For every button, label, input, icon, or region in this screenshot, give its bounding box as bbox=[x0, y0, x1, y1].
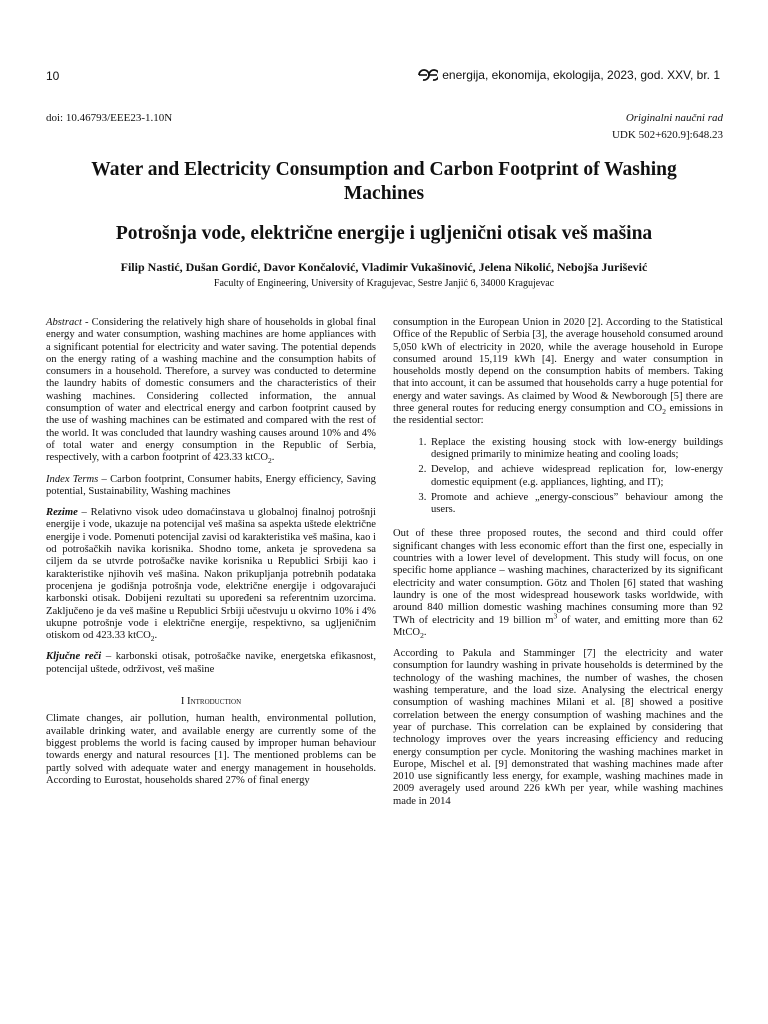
list-item: 1. Replace the existing housing stock with low-energy buildings designed primarily to minimize heating and cooling loads; bbox=[429, 437, 723, 462]
co2-subscript: 2 bbox=[420, 630, 424, 640]
study-focus-paragraph bbox=[393, 528, 723, 639]
kljucne-reci-text: – karbonski otisak, potrošačke navike, energetska efikasnost, potencijal uštede, održivost, veš mašine bbox=[46, 651, 377, 675]
udk-code: UDK 502+620.9]:648.23 bbox=[611, 129, 723, 141]
list-item: 2. Develop, and achieve widespread replication for, low-energy domestic equipment (e.g. appliances, lighting, and IT); bbox=[429, 464, 723, 489]
intro-continuation-paragraph bbox=[393, 317, 723, 428]
introduction-paragraph: Climate changes, air pollution, human health, environmental pollution, available drinking water, and available energy are currently some of the biggest problems the world is facing caused by improper human behaviour towards energy and natural resources [1]. The mentioned problems can be partly solved with adequate water and energy management in households. According to Eurostat, households shared 27% of final energy bbox=[46, 713, 376, 786]
rezime-subscript: 2 bbox=[150, 634, 155, 644]
paragraph-text-end: emissions in the residential sector: bbox=[393, 403, 724, 427]
kljucne-reci bbox=[46, 651, 376, 676]
journal-header bbox=[418, 68, 720, 82]
rezime bbox=[46, 507, 376, 642]
section-title: Introduction bbox=[187, 696, 242, 708]
abstract-subscript: 2 bbox=[268, 456, 272, 466]
abstract-label: Abstract - bbox=[46, 317, 89, 328]
literature-paragraph: According to Pakula and Stamminger [7] the electricity and water consumption for laundry washing in private households is determined by the technology of the washing machines, the number of washes, the chosen washing temperature, and the load size. Analysing the electrical energy consumption of washing machines Milani et al. [8] showed a positive correlation between the energy consumption of washing machines and the year of purchase. This correlation can be explained by considering that technology improves over the years increasing efficiency and reducing energy consumption per cycle. Monitoring the washing machines market in Europe, Mischel et al. [9] demonstrated that washing machines made after 2010 use significantly less energy, for example, washing machines made in 2009 averagely used around 226 kWh per year, while washing machines made in 2014 bbox=[393, 648, 723, 807]
rezime-end: . bbox=[154, 630, 158, 642]
kljucne-reci-label: Ključne reči bbox=[46, 651, 102, 663]
m3-superscript: 3 bbox=[553, 611, 558, 620]
index-terms-text: – Carbon footprint, Consumer habits, Energy efficiency, Saving potential, Sustainability, Washing machines bbox=[46, 473, 376, 497]
ees-logo-icon bbox=[418, 69, 438, 81]
section-number: I bbox=[180, 696, 188, 708]
section-heading-introduction bbox=[46, 696, 376, 708]
paragraph-text: consumption in the European Union in 2020 [2]. According to the Statistical Office of the Republic of Serbia [3], the average household consumed around 5,050 kWh of electricity in 2020, while the average household in Europe consumed around 15,119 kWh [4]. Energy and water consumption in households mostly depend on the consumption habits of members. Taking that into account, it can be assumed that households carry a huge potential for energy and water savings. As claimed by Wood & Newborough [5] there are three general routes for reducing energy consumption and CO bbox=[393, 317, 723, 415]
co2-subscript: 2 bbox=[662, 407, 666, 417]
rezime-text: – Relativno visok udeo domaćinstava u globalnoj finalnoj potrošnji energije i vode, ukazuje na potencijal veš mašina sa aspekta uštede električne energije i vode. Pomenuti potencijal zavisi od karakteristika veš mašina, kao i od potrošačkih navika korisnika. Shodno tome, anketa je sprovedena sa ciljem da se utvrde potrošačke navike korisnika u Republici Srbiji kao i karakteristike njihovih veš mašina. Nakon prikupljanja potrebnih podataka procenjena je godišnja potrošnja vode, električne energije i odgovarajući karbonski otisak. Dobijeni rezultati su upoređeni sa referentnim uzorcima. Zaključeno je da veš mašine u Republici Srbiji učestvuju u okvirno 10% i 4% ukupne potrošnje vode i električne energije, respektivno, sa ugljeničnim otiskom od 423.33 ktCO bbox=[46, 507, 376, 642]
affiliation: Faculty of Engineering, University of Kragujevac, Sestre Janjić 6, 34000 Kragujevac bbox=[213, 278, 555, 289]
journal-title: energija, ekonomija, ekologija, 2023, god. XXV, br. 1 bbox=[442, 68, 720, 82]
doi-link[interactable]: doi: 10.46793/EEE23-1.10N bbox=[46, 112, 173, 124]
paper-title-english: Water and Electricity Consumption and Carbon Footprint of Washing Machines bbox=[91, 159, 677, 204]
left-column bbox=[46, 317, 376, 796]
author-list: Filip Nastić, Dušan Gordić, Davor Končalović, Vladimir Vukašinović, Jelena Nikolić, Nebojša Jurišević bbox=[120, 260, 648, 274]
list-item: 3. Promote and achieve „energy-conscious” behaviour among the users. bbox=[429, 492, 723, 517]
right-column bbox=[393, 317, 723, 817]
paragraph-text-mid: of water, and emitting more than 62 MtCO bbox=[393, 614, 724, 638]
paper-type: Originalni naučni rad bbox=[625, 112, 723, 124]
page-number: 10 bbox=[46, 69, 60, 83]
index-terms-label: Index Terms bbox=[46, 473, 99, 485]
index-terms bbox=[46, 474, 376, 499]
rezime-label: Rezime bbox=[46, 507, 78, 519]
abstract-end: . bbox=[271, 452, 275, 464]
paragraph-text-end: . bbox=[423, 626, 427, 638]
paragraph-text: Out of these three proposed routes, the second and third could offer significant changes with less economic effort than the first one, especially in countries with a lower level of development. This study will focus, on one specific home appliance – washing machines, characterized by its significant electricity and water consumption. Götz and Tholen [6] stated that washing laundry is one of the most widespread housework tasks worldwide, with around 840 million domestic washing machines consuming more than 92 TWh of electricity and 19 billion m bbox=[393, 528, 723, 626]
routes-list bbox=[393, 437, 723, 517]
paper-title-serbian: Potrošnja vode, električne energije i ugljenični otisak veš mašina bbox=[115, 223, 653, 244]
abstract-text: Considering the relatively high share of households in global final energy and water consumption, washing machines are home appliances with a significant potential for electricity and water saving. The potential depends on the energy rating of a washing machine and the consumption habits of consumers in a household. Therefore, a survey was conducted to determine the laundry habits of domestic consumers and the characteristics of their washing machines. Considering collected information, the annual consumption of water and electrical energy and carbon footprint caused by the use of washing machines can be estimated and compared with the rest of the world. It was concluded that laundry washing causes around 10% and 4% of total water and energy consumption in the Republic of Serbia, respectively, with a carbon footprint of 423.33 ktCO bbox=[46, 317, 377, 464]
abstract bbox=[46, 317, 376, 465]
